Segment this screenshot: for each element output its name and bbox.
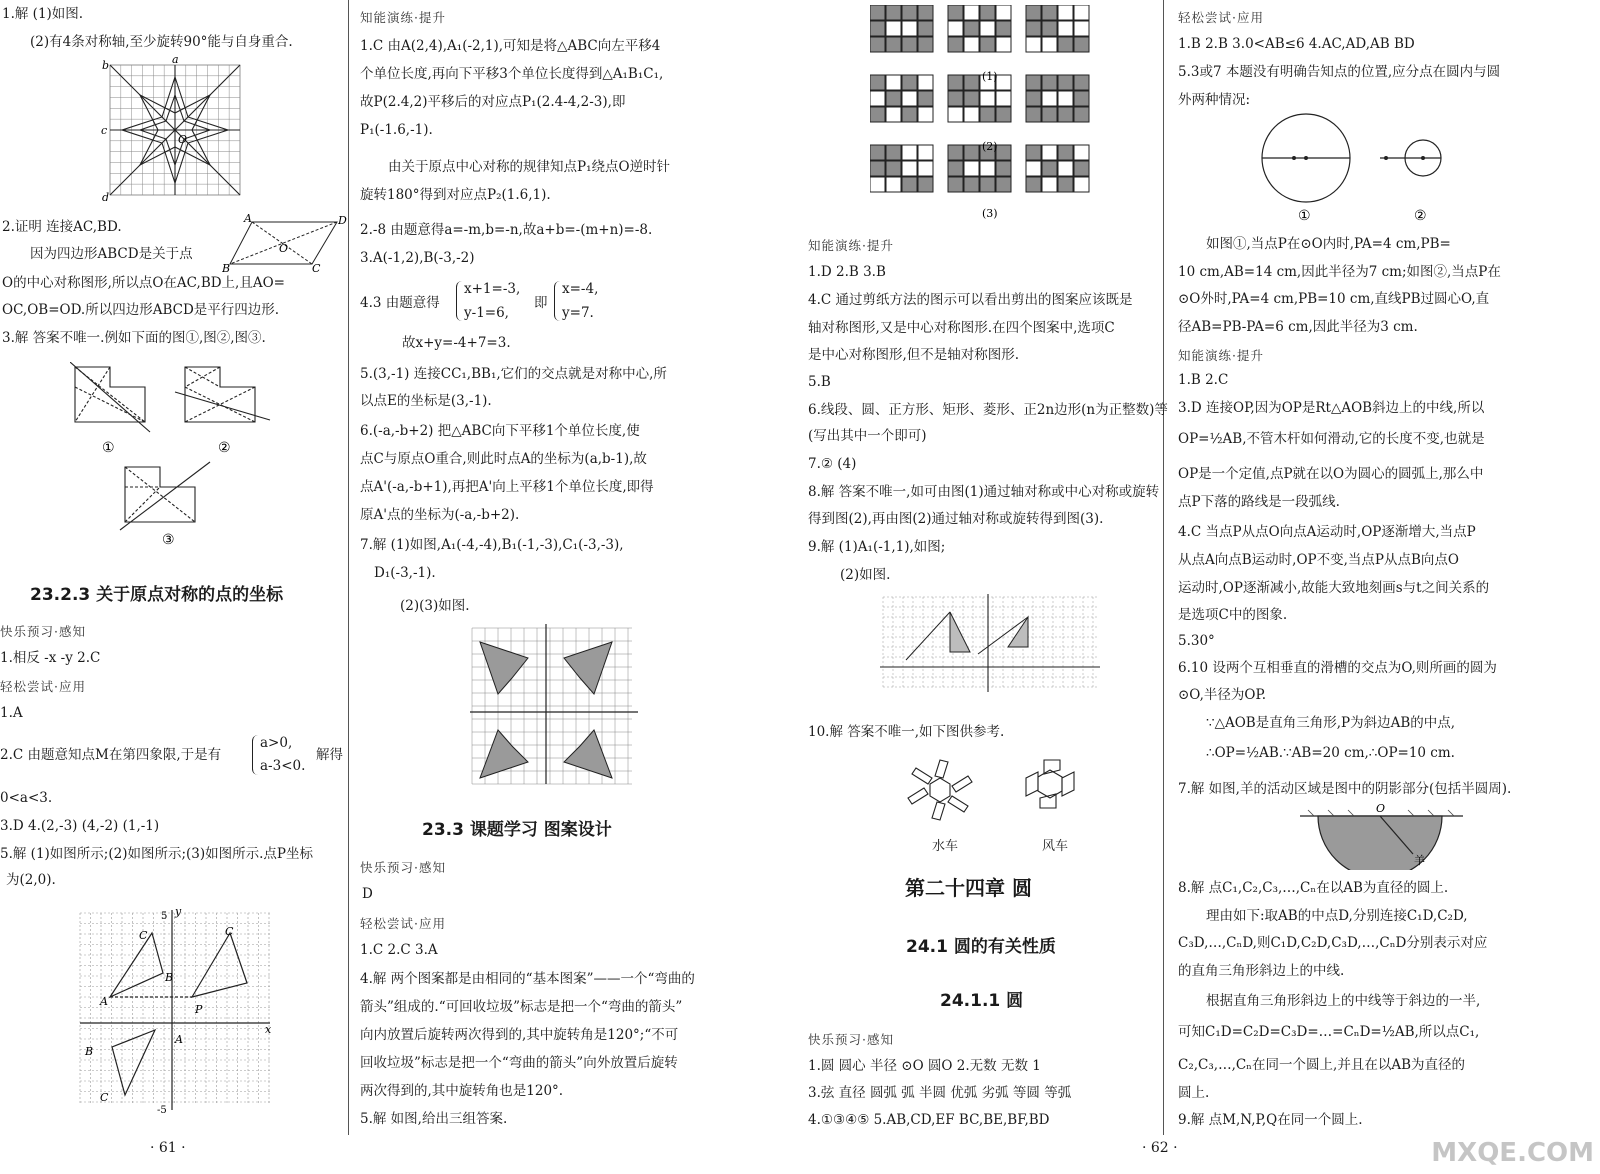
answer-line: 10 cm,AB=14 cm,因此半径为7 cm;如图②,当点P在 [1178, 264, 1501, 280]
tile-cell [980, 21, 995, 36]
answer-line: ⊙O,半径为OP. [1178, 687, 1267, 703]
answer-line: ⊙O外时,PA=4 cm,PB=10 cm,直线PB过圆心O,直 [1178, 291, 1490, 307]
subsection-label: 知能演练·提升 [1178, 348, 1264, 363]
fig-caption: ① [1298, 208, 1311, 222]
tile-cell [1074, 107, 1089, 122]
subsection-label: 知能演练·提升 [360, 10, 446, 25]
sheep-region-figure [1298, 802, 1468, 870]
tile-cell [1042, 37, 1057, 52]
answer-line: x=-4, [562, 281, 599, 297]
fig-caption: (1) [982, 70, 998, 83]
subsection-label: 轻松尝试·应用 [0, 679, 86, 694]
answer-line: (写出其中一个即可) [808, 428, 927, 444]
answer-line: 4.①③④⑤ 5.AB,CD,EF BC,BE,BF,BD [808, 1112, 1050, 1128]
answer-line: 个单位长度,再向下平移3个单位长度得到△A₁B₁C₁, [360, 66, 664, 82]
tile-cell [1042, 75, 1057, 90]
brace [554, 281, 561, 321]
section-heading: 24.1.1 圆 [940, 991, 1024, 1011]
tile-cell [948, 145, 963, 160]
fig-label: B [222, 262, 231, 274]
answer-line: OP=½AB,不管木杆如何滑动,它的长度不变,也就是 [1178, 431, 1485, 447]
answer-line: 7.解 如图,羊的活动区域是图中的阴影部分(包括半圆周). [1178, 781, 1512, 797]
brace [456, 281, 463, 321]
tile-patterns-figure [870, 5, 1110, 220]
triangle-graph-figure [878, 592, 1103, 697]
answer-line: y-1=6, [464, 305, 509, 321]
tile-cell [1058, 161, 1073, 176]
tile-cell [964, 107, 979, 122]
tile-cell [902, 145, 917, 160]
tile-cell [1042, 161, 1057, 176]
tile-cell [964, 145, 979, 160]
tile-cell [870, 91, 885, 106]
answer-line: 1.B 2.B 3.0<AB≤6 4.AC,AD,AB BD [1178, 36, 1415, 52]
circle-figures [1258, 112, 1478, 222]
tile-cell [1058, 37, 1073, 52]
tile-cell [1058, 5, 1073, 20]
answer-line: 4.C 当点P从点O向点A运动时,OP逐渐增大,当点P [1178, 524, 1476, 540]
tile-cell [996, 145, 1011, 160]
answer-line: 1.圆 圆心 半径 ⊙O 圆O 2.无数 无数 1 [808, 1058, 1041, 1074]
fig-label: y [175, 905, 182, 918]
tile-cell [964, 21, 979, 36]
tile-cell [980, 177, 995, 192]
column-2 [360, 0, 730, 1150]
tile-cell [1026, 177, 1041, 192]
tile-cell [870, 75, 885, 90]
fig-label: c [101, 124, 108, 137]
tile-cell [886, 145, 901, 160]
tile-cell [996, 107, 1011, 122]
answer-line: OP是一个定值,点P就在以O为圆心的圆弧上,那么中 [1178, 466, 1484, 482]
tile-cell [918, 177, 933, 192]
tile-cell [980, 91, 995, 106]
tile-cell [1042, 91, 1057, 106]
tile-cell [996, 75, 1011, 90]
tile-cell [1026, 5, 1041, 20]
tile-cell [902, 91, 917, 106]
answer-line: 5.解 (1)如图所示;(2)如图所示;(3)如图所示.点P坐标 [0, 846, 314, 862]
answer-line: 1.B 2.C [1178, 372, 1229, 388]
answer-line: 6.10 设两个互相垂直的滑槽的交点为O,则所画的圆为 [1178, 660, 1497, 676]
fig-caption: ③ [162, 532, 175, 547]
answer-line: 4.解 两个图案都是由相同的“基本图案”——一个“弯曲的 [360, 971, 695, 987]
tile-cell [1058, 91, 1073, 106]
tile-cell [1026, 21, 1041, 36]
answer-line: 得到图(2),再由图(2)通过轴对称或旋转得到图(3). [808, 511, 1104, 527]
fig-label: A [175, 1033, 183, 1046]
tile-cell [964, 5, 979, 20]
fig-caption: ② [1414, 208, 1427, 222]
answer-line: x+1=-3, [464, 281, 521, 297]
answer-line: 6.(-a,-b+2) 把△ABC向下平移1个单位长度,使 [360, 423, 640, 439]
fig-caption: ② [218, 440, 231, 456]
tile-cell [996, 21, 1011, 36]
chapter-heading: 第二十四章 圆 [905, 876, 1032, 900]
tile-cell [870, 21, 885, 36]
answer-line: 10.解 答案不唯一,如下图供参考. [808, 724, 1005, 740]
tile-cell [1058, 107, 1073, 122]
tile-cell [1042, 145, 1057, 160]
symmetry-grid-figure [100, 55, 250, 205]
fig-label: A [244, 212, 252, 225]
tile-cell [918, 37, 933, 52]
tile-cell [948, 161, 963, 176]
tile-cell [948, 21, 963, 36]
tile-cell [1042, 5, 1057, 20]
tile-cell [1058, 177, 1073, 192]
fig-label: x [265, 1023, 272, 1036]
section-heading: 23.2.3 关于原点对称的点的坐标 [30, 585, 284, 605]
answer-line: 点A'(-a,-b+1),再把A'向上平移1个单位长度,即得 [360, 479, 654, 495]
answer-line: 5.(3,-1) 连接CC₁,BB₁,它们的交点就是对称中心,所 [360, 366, 667, 382]
tile-cell [1042, 177, 1057, 192]
tile-cell [1074, 177, 1089, 192]
tile-cell [964, 91, 979, 106]
subsection-label: 知能演练·提升 [808, 238, 894, 253]
tile-cell [948, 107, 963, 122]
answer-line: 3.D 连接OP,因为OP是Rt△AOB斜边上的中线,所以 [1178, 400, 1485, 416]
fig-label: B [85, 1045, 94, 1058]
tile-cell [886, 75, 901, 90]
tile-cell [1074, 91, 1089, 106]
answer-line: 故x+y=-4+7=3. [402, 335, 511, 351]
answer-line: 2.证明 连接AC,BD. [2, 219, 122, 235]
column-4 [1178, 0, 1598, 1150]
tile-cell [948, 37, 963, 52]
tile-cell [918, 107, 933, 122]
fig-label: d [102, 191, 110, 204]
answer-line: y=7. [562, 305, 594, 321]
section-heading: 23.3 课题学习 图案设计 [422, 820, 612, 840]
fig-caption: (2) [982, 140, 998, 153]
tile-cell [1074, 75, 1089, 90]
answer-line: 4.C 通过剪纸方法的图示可以看出剪出的图案应该既是 [808, 292, 1133, 308]
tile-cell [1074, 161, 1089, 176]
tile-cell [1042, 21, 1057, 36]
answer-line: 故P(2.4,2)平移后的对应点P₁(2.4-4,2-3),即 [360, 94, 626, 110]
answer-line: 4.3 由题意得 [360, 295, 440, 311]
tile-cell [964, 37, 979, 52]
answer-line: C₂,C₃,…,Cₙ在同一个圆上,并且在以AB为直径的 [1178, 1057, 1465, 1073]
page-number: · 61 · [150, 1140, 186, 1156]
answer-line: 6.线段、圆、正方形、矩形、菱形、正2n边形(n为正整数)等 [808, 402, 1168, 418]
answer-line: 向内放置后旋转两次得到的,其中旋转角是120°;“不可 [360, 1027, 679, 1043]
tile-cell [886, 161, 901, 176]
answer-line: 由关于原点中心对称的规律知点P₁绕点O逆时针 [388, 159, 671, 175]
tile-cell [1026, 161, 1041, 176]
column-3 [810, 0, 1170, 1150]
subsection-label: 快乐预习·感知 [0, 624, 86, 639]
answer-line: D [362, 886, 373, 902]
fig-label: P [195, 1003, 203, 1016]
answer-line: (2)有4条对称轴,至少旋转90°能与自身重合. [30, 34, 293, 50]
answer-line: 5.B [808, 374, 831, 390]
tile-cell [918, 75, 933, 90]
subsection-label: 快乐预习·感知 [808, 1032, 894, 1047]
answer-line: 7.② (4) [808, 456, 857, 472]
answer-line: 旋转180°得到对应点P₂(1.6,1). [360, 187, 551, 203]
fig-label: A [100, 995, 108, 1008]
tile-cell [980, 161, 995, 176]
answer-line: 1.解 (1)如图. [2, 6, 84, 22]
tile-cell [886, 37, 901, 52]
answer-line: 1.D 2.B 3.B [808, 264, 886, 280]
answer-line: 圆上. [1178, 1085, 1210, 1101]
subsection-label: 轻松尝试·应用 [360, 916, 446, 931]
fig-label: O [1376, 802, 1386, 815]
fig-label: -5 [157, 1105, 167, 1115]
fig-label: O [279, 242, 289, 255]
brace [252, 735, 259, 775]
tile-cell [918, 161, 933, 176]
tile-cell [886, 21, 901, 36]
answer-line: 回收垃圾”标志是把一个“弯曲的箭头”向外放置后旋转 [360, 1055, 678, 1071]
answer-line: 从点A向点B运动时,OP不变,当点P从点B向点O [1178, 552, 1459, 568]
answer-line: 8.解 点C₁,C₂,C₃,…,Cₙ在以AB为直径的圆上. [1178, 880, 1449, 896]
answer-line: 5.30° [1178, 633, 1215, 649]
tile-cell [886, 5, 901, 20]
answer-line: 箭头”组成的.“可回收垃圾”标志是把一个“弯曲的箭头” [360, 999, 683, 1015]
answer-line: 2.-8 由题意得a=-m,b=-n,故a+b=-(m+n)=-8. [360, 222, 653, 238]
answer-line: 如图①,当点P在⊙O内时,PA=4 cm,PB= [1206, 236, 1451, 252]
answer-line: 解得 [316, 747, 343, 763]
fig-label: 羊 [1414, 854, 1425, 867]
tile-cell [1074, 21, 1089, 36]
tile-cell [1074, 37, 1089, 52]
answer-line: 1.C 2.C 3.A [360, 942, 438, 958]
tile-cell [996, 37, 1011, 52]
answer-line: (2)如图. [840, 567, 891, 583]
answer-line: 1.相反 -x -y 2.C [0, 650, 101, 666]
fig-label: O [178, 133, 188, 146]
fig-label: 5 [161, 911, 168, 922]
answer-line: 1.C 由A(2,4),A₁(-2,1),可知是将△ABC向左平移4 [360, 38, 661, 54]
tile-cell [870, 37, 885, 52]
fig-caption: 风车 [1042, 839, 1069, 854]
fig-label: b [102, 59, 110, 72]
tile-cell [964, 161, 979, 176]
tile-cell [996, 177, 1011, 192]
fig-label: B [165, 971, 174, 984]
tile-cell [1026, 145, 1041, 160]
subsection-label: 轻松尝试·应用 [1178, 10, 1264, 25]
answer-line: 理由如下:取AB的中点D,分别连接C₁D,C₂D, [1206, 908, 1468, 924]
column-divider [348, 0, 349, 1135]
tile-cell [948, 91, 963, 106]
answer-line: 3.A(-1,2),B(-3,-2) [360, 250, 475, 266]
cut-rect-figures [70, 362, 290, 547]
answer-line: ∵△AOB是直角三角形,P为斜边AB的中点, [1206, 715, 1456, 731]
answer-line: ∴OP=½AB.∵AB=20 cm,∴OP=10 cm. [1206, 745, 1455, 761]
fig-label: C [225, 925, 234, 938]
fig-label: C [100, 1091, 109, 1104]
answer-line: 9.解 (1)A₁(-1,1),如图; [808, 539, 946, 555]
answer-line: a-3<0. [260, 758, 306, 774]
tile-cell [1058, 145, 1073, 160]
tile-cell [1026, 37, 1041, 52]
subsection-label: 快乐预习·感知 [360, 860, 446, 875]
tile-cell [886, 107, 901, 122]
answer-line: 为(2,0). [6, 872, 56, 888]
section-heading: 24.1 圆的有关性质 [906, 937, 1056, 957]
answer-line: 的直角三角形斜边上的中线. [1178, 963, 1345, 979]
tile-cell [902, 5, 917, 20]
tile-cell [948, 75, 963, 90]
answer-line: 可知C₁D=C₂D=C₃D=…=CₙD=½AB,所以点C₁, [1178, 1024, 1480, 1040]
tile-cell [1026, 91, 1041, 106]
answer-line: 1.A [0, 705, 23, 721]
tile-cell [902, 75, 917, 90]
answer-line: 3.解 答案不唯一.例如下面的图①,图②,图③. [2, 330, 266, 346]
fig-label: C [139, 929, 148, 942]
tile-cell [964, 75, 979, 90]
answer-line: 5.解 如图,给出三组答案. [360, 1111, 508, 1127]
tile-cell [870, 145, 885, 160]
answer-line: 原A'点的坐标为(-a,-b+2). [360, 507, 520, 523]
tile-cell [996, 161, 1011, 176]
fig-label: a [172, 55, 179, 66]
answer-line: 运动时,OP逐渐减小,故能大致地刻画s与t之间关系的 [1178, 580, 1490, 596]
answer-line: 点P下落的路线是一段弧线. [1178, 494, 1340, 510]
tile-cell [902, 177, 917, 192]
answer-line: 点C与原点O重合,则此时点A的坐标为(a,b-1),故 [360, 451, 647, 467]
tile-cell [902, 161, 917, 176]
tile-cell [996, 5, 1011, 20]
fig-label: D [338, 214, 347, 227]
answer-line: a>0, [260, 735, 293, 751]
answer-line: O的中心对称图形,所以点O在AC,BD上,且AO= [2, 275, 285, 291]
tile-cell [1058, 75, 1073, 90]
tile-cell [918, 91, 933, 106]
answer-line: 即 [534, 295, 548, 311]
tile-cell [918, 145, 933, 160]
answer-line: 8.解 答案不唯一,如可由图(1)通过轴对称或中心对称或旋转 [808, 484, 1160, 500]
page-number: · 62 · [1142, 1140, 1178, 1156]
fig-caption: ① [102, 440, 115, 456]
watermark: MXQE.COM [1431, 1138, 1594, 1168]
quadrant-figure [468, 622, 643, 787]
tile-cell [1074, 5, 1089, 20]
tile-cell [902, 21, 917, 36]
tile-cell [870, 107, 885, 122]
tile-cell [886, 91, 901, 106]
answer-line: 7.解 (1)如图,A₁(-4,-4),B₁(-1,-3),C₁(-3,-3), [360, 537, 624, 553]
column-1 [0, 0, 347, 1156]
answer-line: D₁(-3,-1). [374, 565, 436, 581]
answer-line: OC,OB=OD.所以四边形ABCD是平行四边形. [2, 302, 280, 318]
pinwheel-figure [905, 752, 1115, 832]
tile-cell [948, 177, 963, 192]
tile-cell [902, 107, 917, 122]
fig-caption: (3) [982, 207, 998, 220]
answer-line: 3.D 4.(2,-3) (4,-2) (1,-1) [0, 818, 160, 834]
tile-cell [1026, 107, 1041, 122]
tile-cell [996, 91, 1011, 106]
tile-cell [870, 5, 885, 20]
answer-line: 轴对称图形,又是中心对称图形.在四个图案中,选项C [808, 320, 1115, 336]
answer-line: 两次得到的,其中旋转角也是120°. [360, 1083, 564, 1099]
answer-line: 是选项C中的图象. [1178, 607, 1288, 623]
tile-cell [870, 177, 885, 192]
fig-label: C [312, 262, 321, 274]
answer-line: 5.3或7 本题没有明确告知点的位置,应分点在圆内与圆 [1178, 64, 1501, 80]
tile-cell [964, 177, 979, 192]
parallelogram-figure [222, 212, 347, 274]
answer-line: C₃D,…,CₙD,则C₁D,C₂D,C₃D,…,CₙD分别表示对应 [1178, 935, 1488, 951]
tile-cell [948, 5, 963, 20]
tile-cell [886, 177, 901, 192]
coordinate-grid-figure [75, 905, 275, 1115]
tile-cell [1042, 107, 1057, 122]
tile-cell [1026, 75, 1041, 90]
tile-cell [1058, 21, 1073, 36]
answer-line: 因为四边形ABCD是关于点 [30, 246, 193, 262]
answer-line: P₁(-1.6,-1). [360, 122, 433, 138]
answer-line: (2)(3)如图. [400, 598, 470, 614]
tile-cell [980, 37, 995, 52]
answer-line: 径AB=PB-PA=6 cm,因此半径为3 cm. [1178, 319, 1418, 335]
fig-caption: 水车 [932, 839, 959, 854]
answer-line: 以点E的坐标是(3,-1). [360, 393, 492, 409]
tile-cell [980, 107, 995, 122]
tile-cell [870, 161, 885, 176]
answer-line: 根据直角三角形斜边上的中线等于斜边的一半, [1206, 993, 1481, 1009]
tile-cell [980, 5, 995, 20]
answer-line: 2.C 由题意知点M在第四象限,于是有 [0, 747, 222, 763]
tile-cell [1074, 145, 1089, 160]
answer-line: 是中心对称图形,但不是轴对称图形. [808, 347, 1020, 363]
tile-cell [902, 37, 917, 52]
answer-line: 0<a<3. [0, 790, 53, 806]
answer-line: 外两种情况: [1178, 92, 1251, 108]
tile-cell [918, 21, 933, 36]
answer-line: 9.解 点M,N,P,Q在同一个圆上. [1178, 1112, 1363, 1128]
answer-line: 3.弦 直径 圆弧 弧 半圆 优弧 劣弧 等圆 等弧 [808, 1085, 1072, 1101]
tile-cell [918, 5, 933, 20]
